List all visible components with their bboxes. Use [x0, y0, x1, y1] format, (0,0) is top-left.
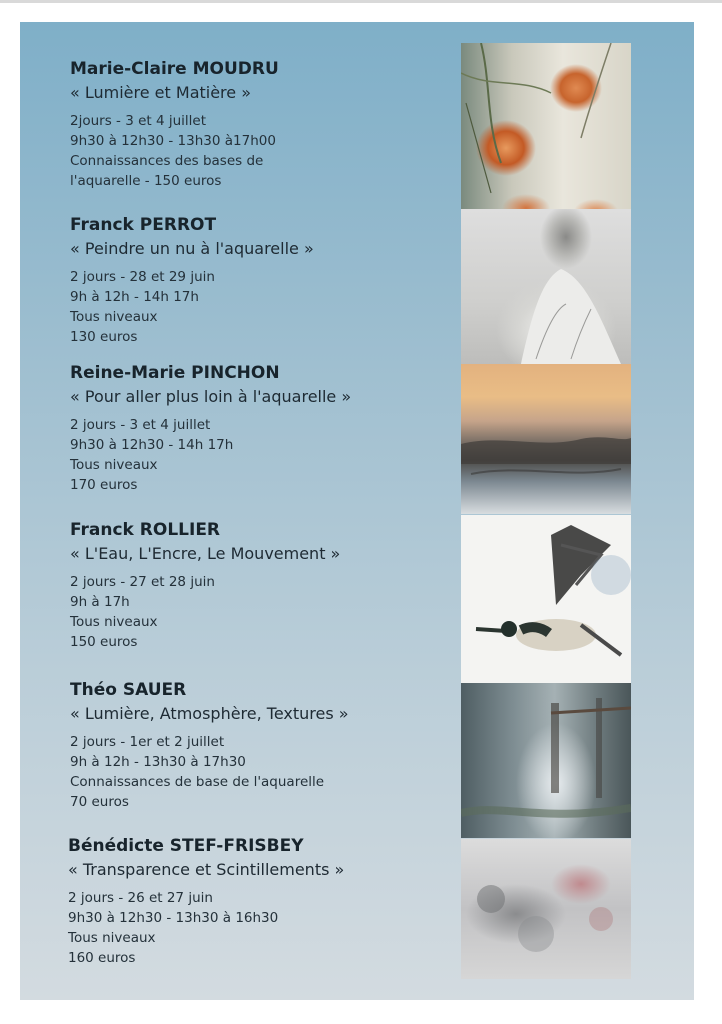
painting-bird: [461, 515, 631, 683]
workshop-entry: [70, 214, 450, 347]
workshop-price: 170 euros: [70, 477, 138, 493]
page-top-border: [0, 0, 722, 3]
painting-atmosphere: [461, 683, 631, 838]
artist-name: Marie-Claire MOUDRU: [70, 59, 279, 79]
workshop-hours: 9h30 à 12h30 - 13h30 à 16h30: [68, 910, 279, 926]
artist-name: Franck PERROT: [70, 215, 217, 235]
workshop-hours: 9h30 à 12h30 - 13h30 à17h00: [70, 133, 276, 149]
workshop-level: Tous niveaux: [70, 457, 158, 473]
workshop-entry: [68, 835, 448, 968]
workshop-dates: 2 jours - 28 et 29 juin: [70, 269, 215, 285]
artist-name: Franck ROLLIER: [70, 520, 221, 540]
painting-nude: [461, 209, 631, 364]
workshop-title: « Pour aller plus loin à l'aquarelle »: [70, 387, 352, 406]
workshop-level: Tous niveaux: [70, 309, 158, 325]
transparence-illustration: [461, 839, 631, 979]
workshop-hours: 9h à 17h: [70, 594, 130, 610]
bird-illustration: [461, 515, 631, 683]
workshop-title: « Lumière et Matière »: [70, 83, 251, 102]
workshop-level: Tous niveaux: [70, 614, 158, 630]
painting-landscape: [461, 364, 631, 514]
workshop-price: 160 euros: [68, 950, 136, 966]
workshop-dates: 2jours - 3 et 4 juillet: [70, 113, 207, 129]
nude-illustration: [461, 209, 631, 364]
workshop-entry: [70, 519, 450, 652]
workshop-entry: [70, 362, 450, 495]
workshop-level: Connaissances de base de l'aquarelle: [70, 774, 325, 790]
workshop-dates: 2 jours - 26 et 27 juin: [68, 890, 213, 906]
painting-transparence: [461, 839, 631, 979]
workshop-hours: 9h à 12h - 14h 17h: [70, 289, 199, 305]
workshop-entry: [70, 679, 450, 812]
workshop-price: 130 euros: [70, 329, 138, 345]
atmosphere-illustration: [461, 683, 631, 838]
workshop-hours: 9h30 à 12h30 - 14h 17h: [70, 437, 234, 453]
workshop-price: 150 euros: [70, 634, 138, 650]
workshop-hours: 9h à 12h - 13h30 à 17h30: [70, 754, 246, 770]
brochure-page: [20, 22, 694, 1000]
workshop-level: Tous niveaux: [68, 930, 156, 946]
workshop-dates: 2 jours - 3 et 4 juillet: [70, 417, 211, 433]
workshop-price: l'aquarelle - 150 euros: [70, 173, 222, 189]
workshop-level: Connaissances des bases de: [70, 153, 264, 169]
workshop-dates: 2 jours - 27 et 28 juin: [70, 574, 215, 590]
flowers-illustration: [461, 43, 631, 209]
artist-name: Reine-Marie PINCHON: [70, 363, 280, 383]
workshop-price: 70 euros: [70, 794, 129, 810]
painting-flowers: [461, 43, 631, 209]
workshop-title: « Peindre un nu à l'aquarelle »: [70, 239, 314, 258]
artist-name: Théo SAUER: [70, 680, 187, 700]
workshop-title: « Transparence et Scintillements »: [68, 860, 345, 879]
workshop-dates: 2 jours - 1er et 2 juillet: [70, 734, 225, 750]
workshop-title: « L'Eau, L'Encre, Le Mouvement »: [70, 544, 341, 563]
workshop-title: « Lumière, Atmosphère, Textures »: [70, 704, 349, 723]
workshop-entry: [70, 58, 450, 191]
landscape-illustration: [461, 364, 631, 514]
artist-name: Bénédicte STEF-FRISBEY: [68, 836, 304, 856]
